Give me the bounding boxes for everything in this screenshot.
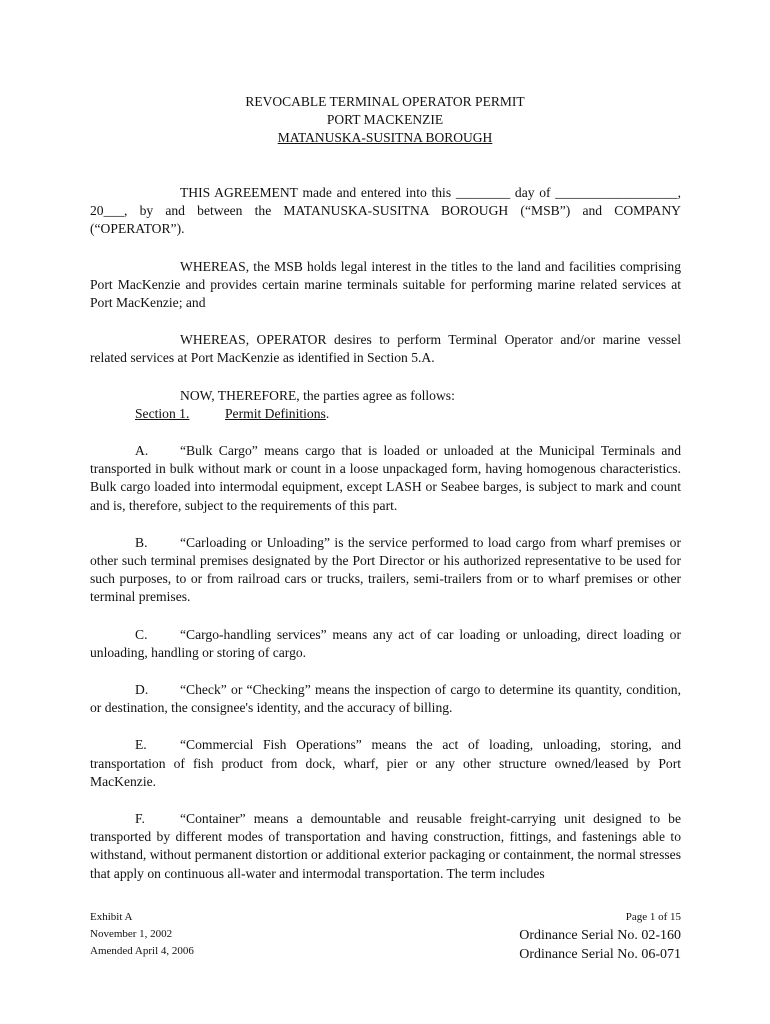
definition-e — [90, 736, 681, 791]
document-body — [90, 184, 681, 883]
title-line-2: PORT MACKENZIE — [326, 112, 444, 127]
ordinance-serial-1: Ordinance Serial No. 02-160 — [519, 928, 681, 943]
page-number: Page 1 of 15 — [625, 911, 681, 923]
section-heading — [90, 405, 681, 423]
definition-text: “Bulk Cargo” means cargo that is loaded or unloaded at the Municipal Terminals and transported in bulk without mark or count in a loose unpackaged form, having homogenous characteristics. Bulk cargo loaded into intermodal equipment, except LASH or Seabee barges, is subject to mark and count and is, therefore, subject to the requirements of this part. — [90, 443, 681, 513]
definition-text: “Cargo-handling services” means any act of car loading or unloading, direct loading or unloading, handling or storing of cargo. — [90, 626, 681, 660]
amended-date: Amended April 4, 2006 — [90, 945, 194, 957]
definition-text: “Container” means a demountable and reusable freight-carrying unit designed to be transported by different modes of transportation and having construction, fittings, and fastenings able to withstand, without permanent distortion or additional exterior packaging or containment, the normal stresses that apply on continuous all-water and intermodal transportation. The term includes — [90, 811, 681, 881]
original-date: November 1, 2002 — [90, 928, 173, 940]
definition-text: “Carloading or Unloading” is the service performed to load cargo from wharf premises or other such terminal premises designated by the Port Director or his authorized representative to be used for such purposes, to or from railroad cars or trucks, trailers, semi-trailers from or to wharf premises or other terminal premises. — [90, 534, 681, 605]
definition-d — [90, 681, 681, 717]
definition-letter: B. — [135, 534, 148, 550]
definition-letter: A. — [135, 443, 149, 459]
now-therefore-paragraph: NOW, THEREFORE, the parties agree as follows: — [180, 387, 455, 403]
footer-right — [519, 909, 681, 964]
definition-c — [90, 626, 681, 662]
footer-left — [90, 909, 194, 960]
definition-a — [90, 442, 681, 515]
document-title — [0, 93, 770, 147]
exhibit-label: Exhibit A — [90, 911, 133, 923]
section-name: Permit Definitions — [225, 405, 326, 421]
definition-text: “Commercial Fish Operations” means the act of loading, unloading, storing, and transportation of fish product from dock, wharf, pier or any other structure owned/leased by Port MacKenzie. — [90, 737, 681, 789]
page-footer — [90, 909, 681, 969]
definition-letter: E. — [135, 737, 147, 753]
definition-f — [90, 810, 681, 883]
whereas-paragraph-2: WHEREAS, OPERATOR desires to perform Terminal Operator and/or marine vessel related services at Port MacKenzie as identified in Section 5.A. — [90, 332, 681, 366]
agreement-paragraph: THIS AGREEMENT made and entered into this ________ day of __________________, 20___, by and between the MATANUSKA-SUSITNA BOROUGH (“MSB”) and COMPANY (“OPERATOR”). — [90, 185, 681, 237]
definition-letter: C. — [135, 626, 148, 642]
definition-text: “Check” or “Checking” means the inspection of cargo to determine its quantity, condition, or destination, the consignee's identity, and the accuracy of billing. — [90, 682, 681, 716]
title-line-1: REVOCABLE TERMINAL OPERATOR PERMIT — [245, 94, 525, 109]
section-period: . — [325, 405, 330, 421]
whereas-paragraph-1: WHEREAS, the MSB holds legal interest in the titles to the land and facilities comprising Port MacKenzie and provides certain marine terminals suitable for performing marine related services at Port MacKenzie; and — [90, 258, 681, 311]
definition-b — [90, 534, 681, 607]
title-line-3: MATANUSKA-SUSITNA BOROUGH — [277, 130, 493, 145]
ordinance-serial-2: Ordinance Serial No. 06-071 — [519, 947, 681, 962]
section-number: Section 1. — [135, 405, 190, 421]
definition-letter: F. — [135, 811, 145, 827]
definition-letter: D. — [135, 682, 149, 698]
